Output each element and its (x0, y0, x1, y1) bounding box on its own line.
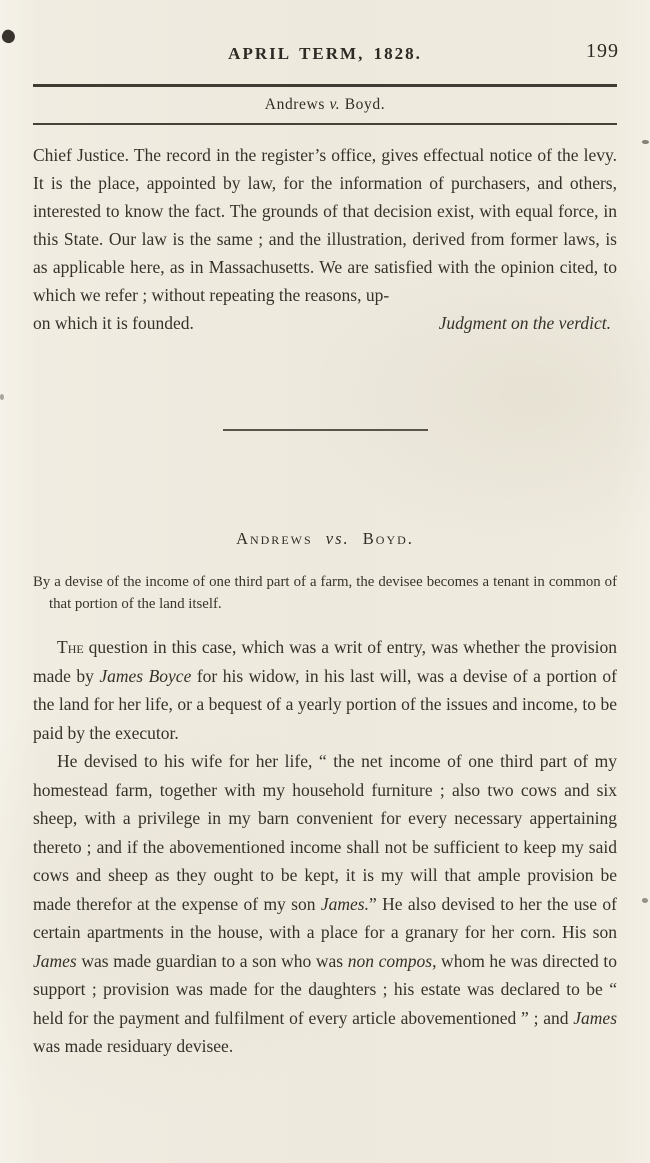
opinion-paragraph: Chief Justice. The record in the register’s office, gives effectual notice of the levy. It is the place, appointed by law, for the information of purchasers, and others, interested to know the fact. The grounds of that decision exist, with equal force, in this State. Our law is the same ; and the illustration, derived from former laws, is as applicable here, as in Massachusetts. We are satisfied with the opinion cited, to which we refer ; without repeating the reasons, up- (33, 145, 617, 305)
running-case-title: Andrews v. Boyd. (264, 96, 386, 113)
horizontal-rule-top (33, 84, 617, 87)
term-heading: APRIL TERM, 1828. (228, 44, 422, 63)
horizontal-rule-bottom (33, 123, 617, 125)
page-number: 199 (586, 40, 619, 62)
judgment-line: Judgment on the verdict. (438, 313, 611, 333)
case-title: Andrews vs. Boyd. (236, 529, 414, 548)
scan-artifact (642, 898, 648, 903)
case-paragraph-1: The question in this case, which was a writ of entry, was whether the provision made by James Boyce for his widow, in his last will, was a devise of a portion of the land for her life, or a bequest of a yearly portion of the issues and income, to be paid by the executor. (33, 637, 617, 743)
opinion-last-line (33, 309, 617, 337)
scan-artifact (642, 140, 649, 144)
scan-artifact (0, 394, 4, 400)
page-header (33, 0, 617, 64)
case-paragraph-2: He devised to his wife for her life, “ the net income of one third part of my homestead farm, together with my household furniture ; also two cows and six sheep, with a privilege in my barn convenient for every necessary appertaining thereto ; and if the abovementioned income shall not be sufficient to keep my said cows and sheep as they ought to be kept, it is my will that ample provision be made therefor at the expense of my son James.” He also devised to her the use of certain apartments in the house, with a place for a granary for her corn. His son James was made guardian to a son who was non compos, whom he was directed to support ; provision was made for the daughters ; his estate was declared to be “ held for the payment and fulfilment of every article abovementioned ” ; and James was made residuary devisee. (33, 751, 617, 1056)
scan-artifact (0, 28, 17, 45)
headnote: By a devise of the income of one third part of a farm, the devisee becomes a tenant in common of that portion of the land itself. (33, 574, 617, 612)
opinion-last-line-text: on which it is founded. (33, 313, 194, 333)
section-divider-rule (223, 429, 428, 431)
